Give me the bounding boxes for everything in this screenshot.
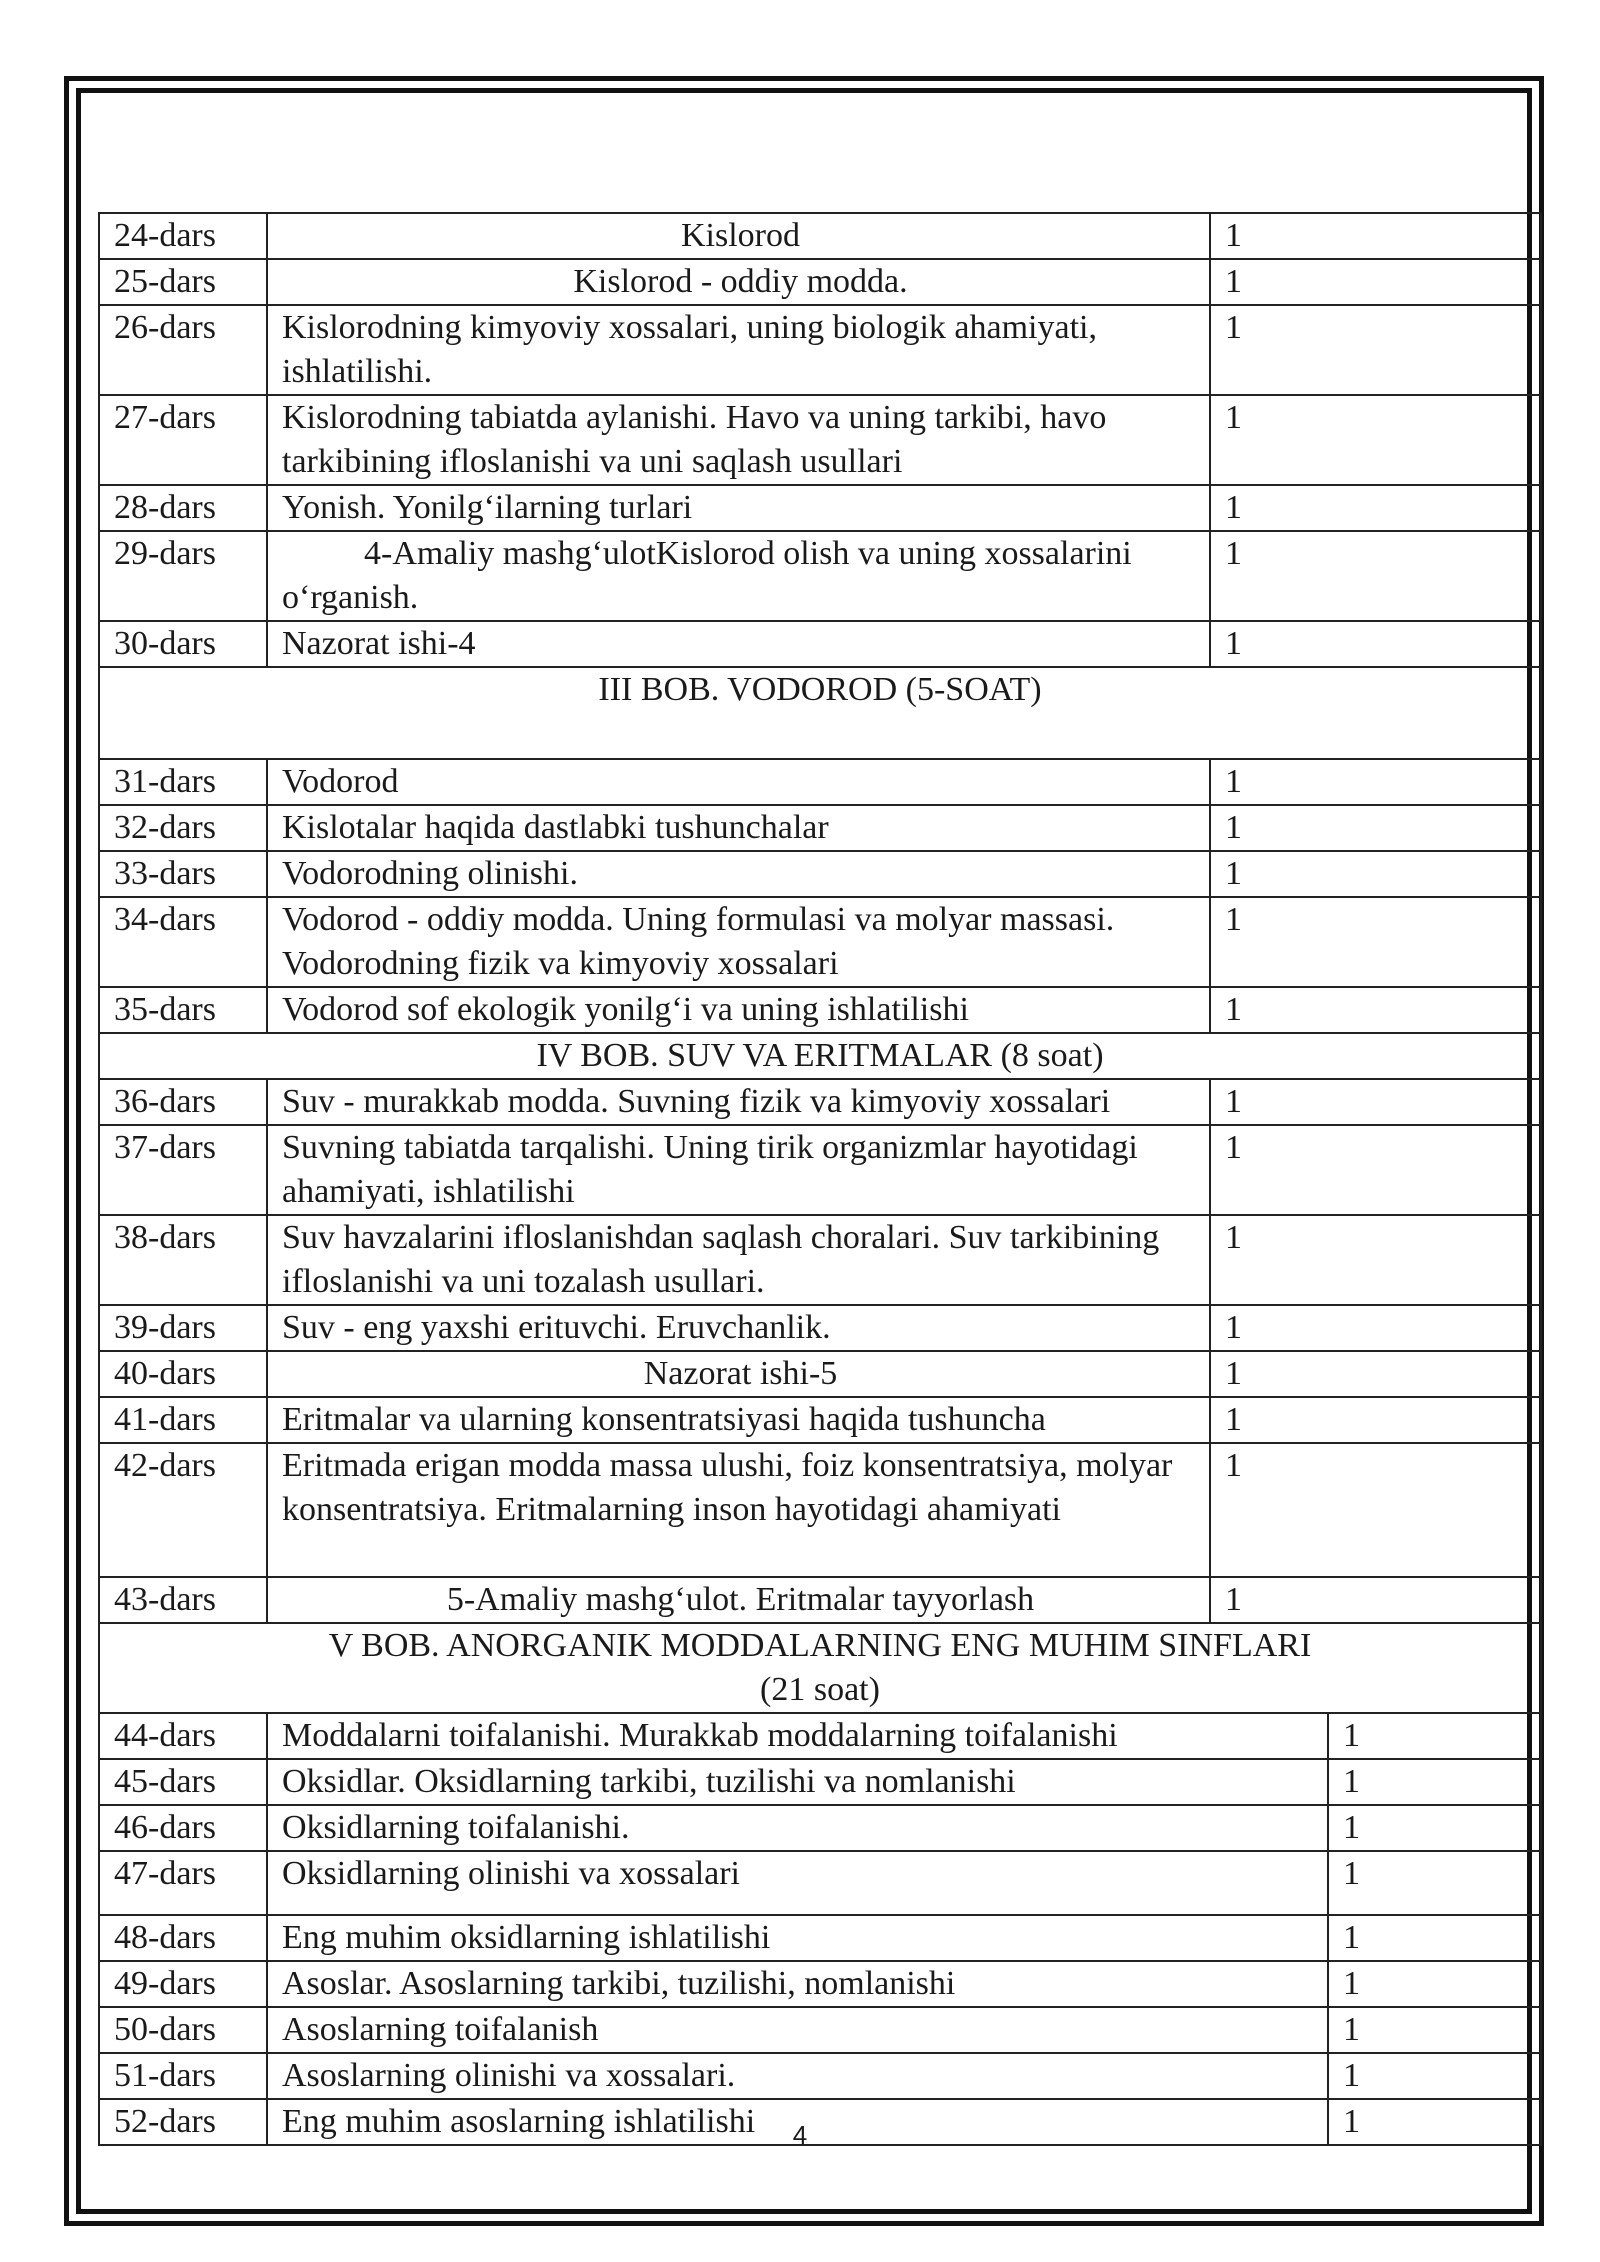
lesson-row — [99, 1915, 1541, 1961]
lesson-topic: Kislorod — [267, 213, 1210, 259]
lesson-hours: 1 — [1328, 1759, 1541, 1805]
lesson-number: 37-dars — [99, 1125, 267, 1215]
chapter-row — [99, 1623, 1541, 1713]
lesson-row — [99, 1215, 1541, 1305]
lesson-topic: Eng muhim asoslarning ishlatilishi — [267, 2099, 1328, 2145]
lesson-topic: Moddalarni toifalanishi. Murakkab moddalarning toifalanishi — [267, 1713, 1328, 1759]
lesson-number: 47-dars — [99, 1851, 267, 1915]
lesson-hours: 1 — [1210, 851, 1541, 897]
lesson-topic: Vodorodning olinishi. — [267, 851, 1210, 897]
lesson-topic: Kislotalar haqida dastlabki tushunchalar — [267, 805, 1210, 851]
lesson-row — [99, 1961, 1541, 2007]
lesson-hours: 1 — [1210, 531, 1541, 621]
lesson-number: 38-dars — [99, 1215, 267, 1305]
lesson-row — [99, 395, 1541, 485]
lesson-number: 45-dars — [99, 1759, 267, 1805]
lesson-topic: Asoslarning toifalanish — [267, 2007, 1328, 2053]
lesson-topic: Vodorod - oddiy modda. Uning formulasi va molyar massasi. Vodorodning fizik va kimyoviy xossalari — [267, 897, 1210, 987]
lesson-topic: Kislorod - oddiy modda. — [267, 259, 1210, 305]
lesson-hours: 1 — [1210, 1577, 1541, 1623]
lesson-hours: 1 — [1328, 2099, 1541, 2145]
lesson-number: 52-dars — [99, 2099, 267, 2145]
lesson-hours: 1 — [1210, 805, 1541, 851]
lesson-hours: 1 — [1328, 1713, 1541, 1759]
lesson-topic: Oksidlar. Oksidlarning tarkibi, tuzilishi va nomlanishi — [267, 1759, 1328, 1805]
lesson-hours: 1 — [1210, 1305, 1541, 1351]
lesson-row — [99, 1305, 1541, 1351]
lesson-topic: Asoslarning olinishi va xossalari. — [267, 2053, 1328, 2099]
lesson-topic: Yonish. Yonilg‘ilarning turlari — [267, 485, 1210, 531]
lesson-row — [99, 1443, 1541, 1577]
lesson-number: 33-dars — [99, 851, 267, 897]
lesson-hours: 1 — [1328, 1961, 1541, 2007]
lesson-hours: 1 — [1328, 1805, 1541, 1851]
lesson-row — [99, 1805, 1541, 1851]
lesson-number: 31-dars — [99, 759, 267, 805]
lesson-topic: Nazorat ishi-5 — [267, 1351, 1210, 1397]
chapter-row — [99, 1033, 1541, 1079]
lesson-topic: Kislorodning kimyoviy xossalari, uning biologik ahamiyati, ishlatilishi. — [267, 305, 1210, 395]
lesson-topic: Oksidlarning toifalanishi. — [267, 1805, 1328, 1851]
lesson-row — [99, 1759, 1541, 1805]
lesson-number: 29-dars — [99, 531, 267, 621]
lesson-hours: 1 — [1210, 259, 1541, 305]
lesson-topic: Oksidlarning olinishi va xossalari — [267, 1851, 1328, 1915]
lesson-row — [99, 2007, 1541, 2053]
lesson-hours: 1 — [1210, 1443, 1541, 1577]
lesson-topic: Suv - eng yaxshi erituvchi. Eruvchanlik. — [267, 1305, 1210, 1351]
chapter-heading-line: IV BOB. SUV VA ERITMALAR (8 soat) — [536, 1037, 1104, 1074]
lesson-topic: Vodorod sof ekologik yonilg‘i va uning ishlatilishi — [267, 987, 1210, 1033]
lesson-hours: 1 — [1210, 1351, 1541, 1397]
lesson-topic: Eritmada erigan modda massa ulushi, foiz konsentratsiya, molyar konsentratsiya. Eritmalarning inson hayotidagi ahamiyati — [267, 1443, 1210, 1577]
lesson-number: 36-dars — [99, 1079, 267, 1125]
lesson-number: 35-dars — [99, 987, 267, 1033]
lesson-number: 28-dars — [99, 485, 267, 531]
lesson-hours: 1 — [1210, 305, 1541, 395]
lesson-number: 48-dars — [99, 1915, 267, 1961]
lesson-row — [99, 1577, 1541, 1623]
lesson-topic: 4-Amaliy mashg‘ulotKislorod olish va uning xossalarini o‘rganish. — [267, 531, 1210, 621]
lesson-hours: 1 — [1210, 485, 1541, 531]
chapter-heading — [99, 667, 1541, 759]
lesson-plan-table — [98, 212, 1542, 2146]
lesson-number: 42-dars — [99, 1443, 267, 1577]
page-number: 4 — [792, 2120, 808, 2150]
lesson-number: 34-dars — [99, 897, 267, 987]
lesson-hours: 1 — [1210, 213, 1541, 259]
lesson-row — [99, 213, 1541, 259]
lesson-topic: Vodorod — [267, 759, 1210, 805]
lesson-row — [99, 851, 1541, 897]
lesson-number: 30-dars — [99, 621, 267, 667]
lesson-row — [99, 1397, 1541, 1443]
lesson-hours: 1 — [1210, 621, 1541, 667]
lesson-row — [99, 531, 1541, 621]
lesson-number: 25-dars — [99, 259, 267, 305]
lesson-number: 46-dars — [99, 1805, 267, 1851]
lesson-row — [99, 259, 1541, 305]
lesson-number: 44-dars — [99, 1713, 267, 1759]
lesson-number: 24-dars — [99, 213, 267, 259]
lesson-row — [99, 1851, 1541, 1915]
lesson-row — [99, 759, 1541, 805]
chapter-heading — [99, 1623, 1541, 1713]
lesson-row — [99, 987, 1541, 1033]
lesson-row — [99, 2053, 1541, 2099]
lesson-number: 43-dars — [99, 1577, 267, 1623]
lesson-number: 51-dars — [99, 2053, 267, 2099]
lesson-hours: 1 — [1328, 1851, 1541, 1915]
chapter-row — [99, 667, 1541, 759]
lesson-topic: Suvning tabiatda tarqalishi. Uning tirik organizmlar hayotidagi ahamiyati, ishlatilishi — [267, 1125, 1210, 1215]
lesson-hours: 1 — [1210, 395, 1541, 485]
lesson-number: 50-dars — [99, 2007, 267, 2053]
lesson-number: 39-dars — [99, 1305, 267, 1351]
chapter-heading-line: V BOB. ANORGANIK MODDALARNING ENG MUHIM SINFLARI — [328, 1627, 1312, 1664]
lesson-row — [99, 621, 1541, 667]
lesson-hours: 1 — [1328, 2053, 1541, 2099]
lesson-topic: Eng muhim oksidlarning ishlatilishi — [267, 1915, 1328, 1961]
lesson-row — [99, 1125, 1541, 1215]
lesson-topic: Asoslar. Asoslarning tarkibi, tuzilishi, nomlanishi — [267, 1961, 1328, 2007]
chapter-heading-line: III BOB. VODOROD (5-SOAT) — [598, 671, 1042, 708]
lesson-row — [99, 1351, 1541, 1397]
lesson-row — [99, 1079, 1541, 1125]
lesson-hours: 1 — [1210, 987, 1541, 1033]
chapter-heading-line: (21 soat) — [760, 1671, 880, 1708]
lesson-topic: Suv havzalarini ifloslanishdan saqlash choralari. Suv tarkibining ifloslanishi va uni tozalash usullari. — [267, 1215, 1210, 1305]
lesson-row — [99, 1713, 1541, 1759]
lesson-row — [99, 485, 1541, 531]
lesson-row — [99, 305, 1541, 395]
lesson-hours: 1 — [1210, 1397, 1541, 1443]
lesson-hours: 1 — [1210, 759, 1541, 805]
lesson-hours: 1 — [1210, 1215, 1541, 1305]
lesson-topic: Suv - murakkab modda. Suvning fizik va kimyoviy xossalari — [267, 1079, 1210, 1125]
lesson-topic: Kislorodning tabiatda aylanishi. Havo va uning tarkibi, havo tarkibining ifloslanishi va uni saqlash usullari — [267, 395, 1210, 485]
lesson-number: 40-dars — [99, 1351, 267, 1397]
lesson-hours: 1 — [1328, 1915, 1541, 1961]
chapter-heading — [99, 1033, 1541, 1079]
lesson-number: 27-dars — [99, 395, 267, 485]
lesson-number: 26-dars — [99, 305, 267, 395]
lesson-hours: 1 — [1210, 1125, 1541, 1215]
lesson-hours: 1 — [1328, 2007, 1541, 2053]
lesson-row — [99, 805, 1541, 851]
lesson-number: 32-dars — [99, 805, 267, 851]
lesson-topic: 5-Amaliy mashg‘ulot. Eritmalar tayyorlash — [267, 1577, 1210, 1623]
lesson-number: 49-dars — [99, 1961, 267, 2007]
lesson-number: 41-dars — [99, 1397, 267, 1443]
lesson-topic: Eritmalar va ularning konsentratsiyasi haqida tushuncha — [267, 1397, 1210, 1443]
lesson-hours: 1 — [1210, 897, 1541, 987]
lesson-hours: 1 — [1210, 1079, 1541, 1125]
lesson-topic: Nazorat ishi-4 — [267, 621, 1210, 667]
lesson-row — [99, 897, 1541, 987]
